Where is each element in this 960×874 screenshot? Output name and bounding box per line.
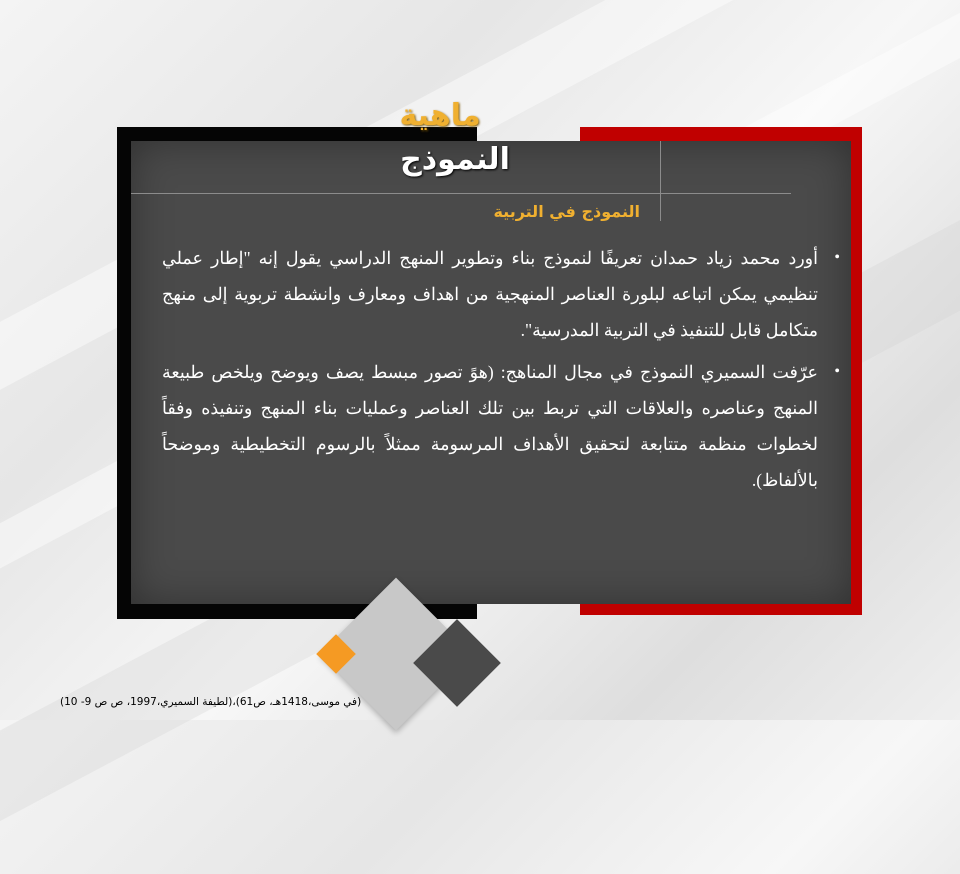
bullet-list [162, 240, 840, 504]
citation: (في موسى،1418هـ، ص61)،(لطيفة السميري،1997، ص ص 9- 10) [60, 696, 362, 708]
slide-title-line2: النموذج [400, 142, 510, 177]
bullet-item [162, 354, 840, 498]
divider-horizontal [131, 193, 791, 194]
bullet-text: أورد محمد زياد حمدان تعريفًا لنموذج بناء وتطوير المنهج الدراسي يقول إنه "إطار عملي تنظيمي يمكن اتباعه لبلورة العناصر المنهجية من اهداف ومعارف وانشطة تربوية إلى منهج متكامل قابل للتنفيذ في التربية المدرسية". [162, 248, 818, 340]
slide-subtitle: النموذج في التربية [493, 202, 640, 221]
bullet-item [162, 240, 840, 348]
slide-title-line1: ماهية [399, 98, 481, 133]
bullet-icon: • [834, 363, 840, 380]
bullet-text: عرّفت السميري النموذج في مجال المناهج: (هوً تصور مبسط يصف ويوضح ويلخص طبيعة المنهج وعناصره والعلاقات التي تربط بين تلك العناصر وعمليات بناء المنهج وتنفيذه وفقاً لخطوات منظمة متتابعة لتحقيق الأهداف المرسومة ممثلاً بالرسوم التخطيطية وموضحاً بالألفاظ). [162, 362, 818, 490]
divider-vertical [660, 141, 661, 221]
bullet-icon: • [834, 249, 840, 266]
